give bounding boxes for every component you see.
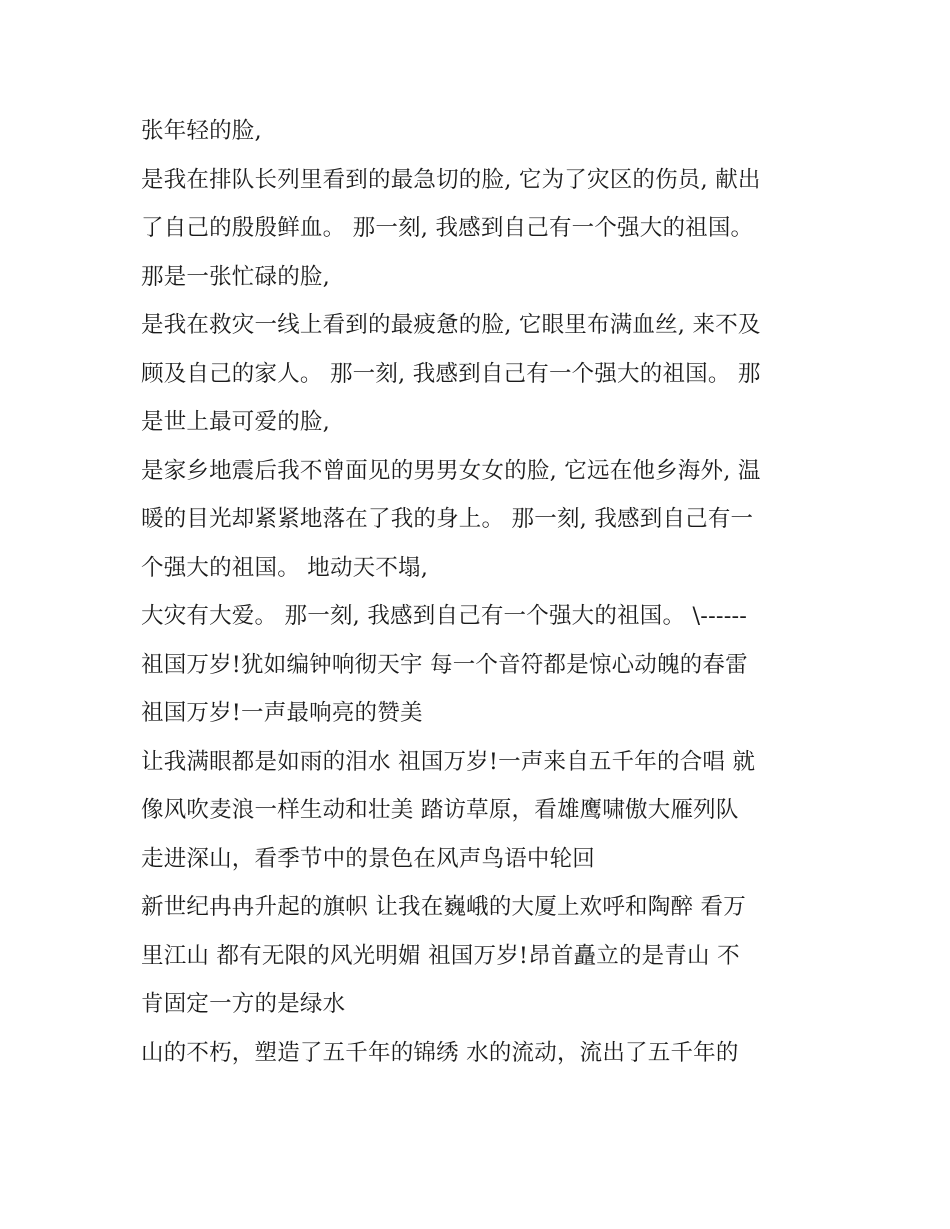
text-line: 走进深山，看季节中的景色在风声鸟语中轮回 bbox=[141, 845, 596, 872]
text-line: 新世纪冉冉升起的旗帜 让我在巍峨的大厦上欢呼和陶醉 看万 bbox=[141, 894, 746, 920]
text-line: 祖国万岁!一声最响亮的赞美 bbox=[141, 700, 423, 726]
text-line: 是世上最可爱的脸, bbox=[141, 409, 330, 435]
text-line: 那是一张忙碌的脸, bbox=[141, 263, 330, 290]
text-line: 张年轻的脸, bbox=[141, 118, 262, 144]
body-text bbox=[141, 107, 821, 1077]
text-line: 里江山 都有无限的风光明媚 祖国万岁!昂首矗立的是青山 不 bbox=[141, 942, 740, 969]
text-line: 是我在救灾一线上看到的最疲惫的脸, 它眼里布满血丝, 来不及 bbox=[141, 312, 761, 338]
text-line: 像风吹麦浪一样生动和壮美 踏访草原，看雄鹰啸傲大雁列队 bbox=[141, 797, 739, 823]
text-line: 肯固定一方的是绿水 bbox=[141, 991, 346, 1017]
text-line: 是我在排队长列里看到的最急切的脸, 它为了灾区的伤员, 献出 bbox=[141, 166, 761, 193]
text-line: 祖国万岁!犹如编钟响彻天宇 每一个音符都是惊心动魄的春雷 bbox=[141, 651, 748, 678]
text-line: 暖的目光却紧紧地落在了我的身上。 那一刻, 我感到自己有一 bbox=[141, 506, 754, 532]
text-line: 顾及自己的家人。 那一刻, 我感到自己有一个强大的祖国。 那 bbox=[141, 360, 761, 387]
text-line: 山的不朽，塑造了五千年的锦绣 水的流动，流出了五千年的 bbox=[141, 1039, 739, 1066]
text-line: 个强大的祖国。 地动天不塌, bbox=[141, 554, 429, 581]
text-line: 让我满眼都是如雨的泪水 祖国万岁!一声来自五千年的合唱 就 bbox=[141, 748, 756, 775]
text-line: 大灾有大爱。 那一刻, 我感到自己有一个强大的祖国。 \------ bbox=[141, 603, 748, 629]
text-line: 是家乡地震后我不曾面见的男男女女的脸, 它远在他乡海外, 温 bbox=[141, 457, 761, 484]
text-line: 了自己的殷殷鲜血。 那一刻, 我感到自己有一个强大的祖国。 bbox=[141, 215, 754, 241]
